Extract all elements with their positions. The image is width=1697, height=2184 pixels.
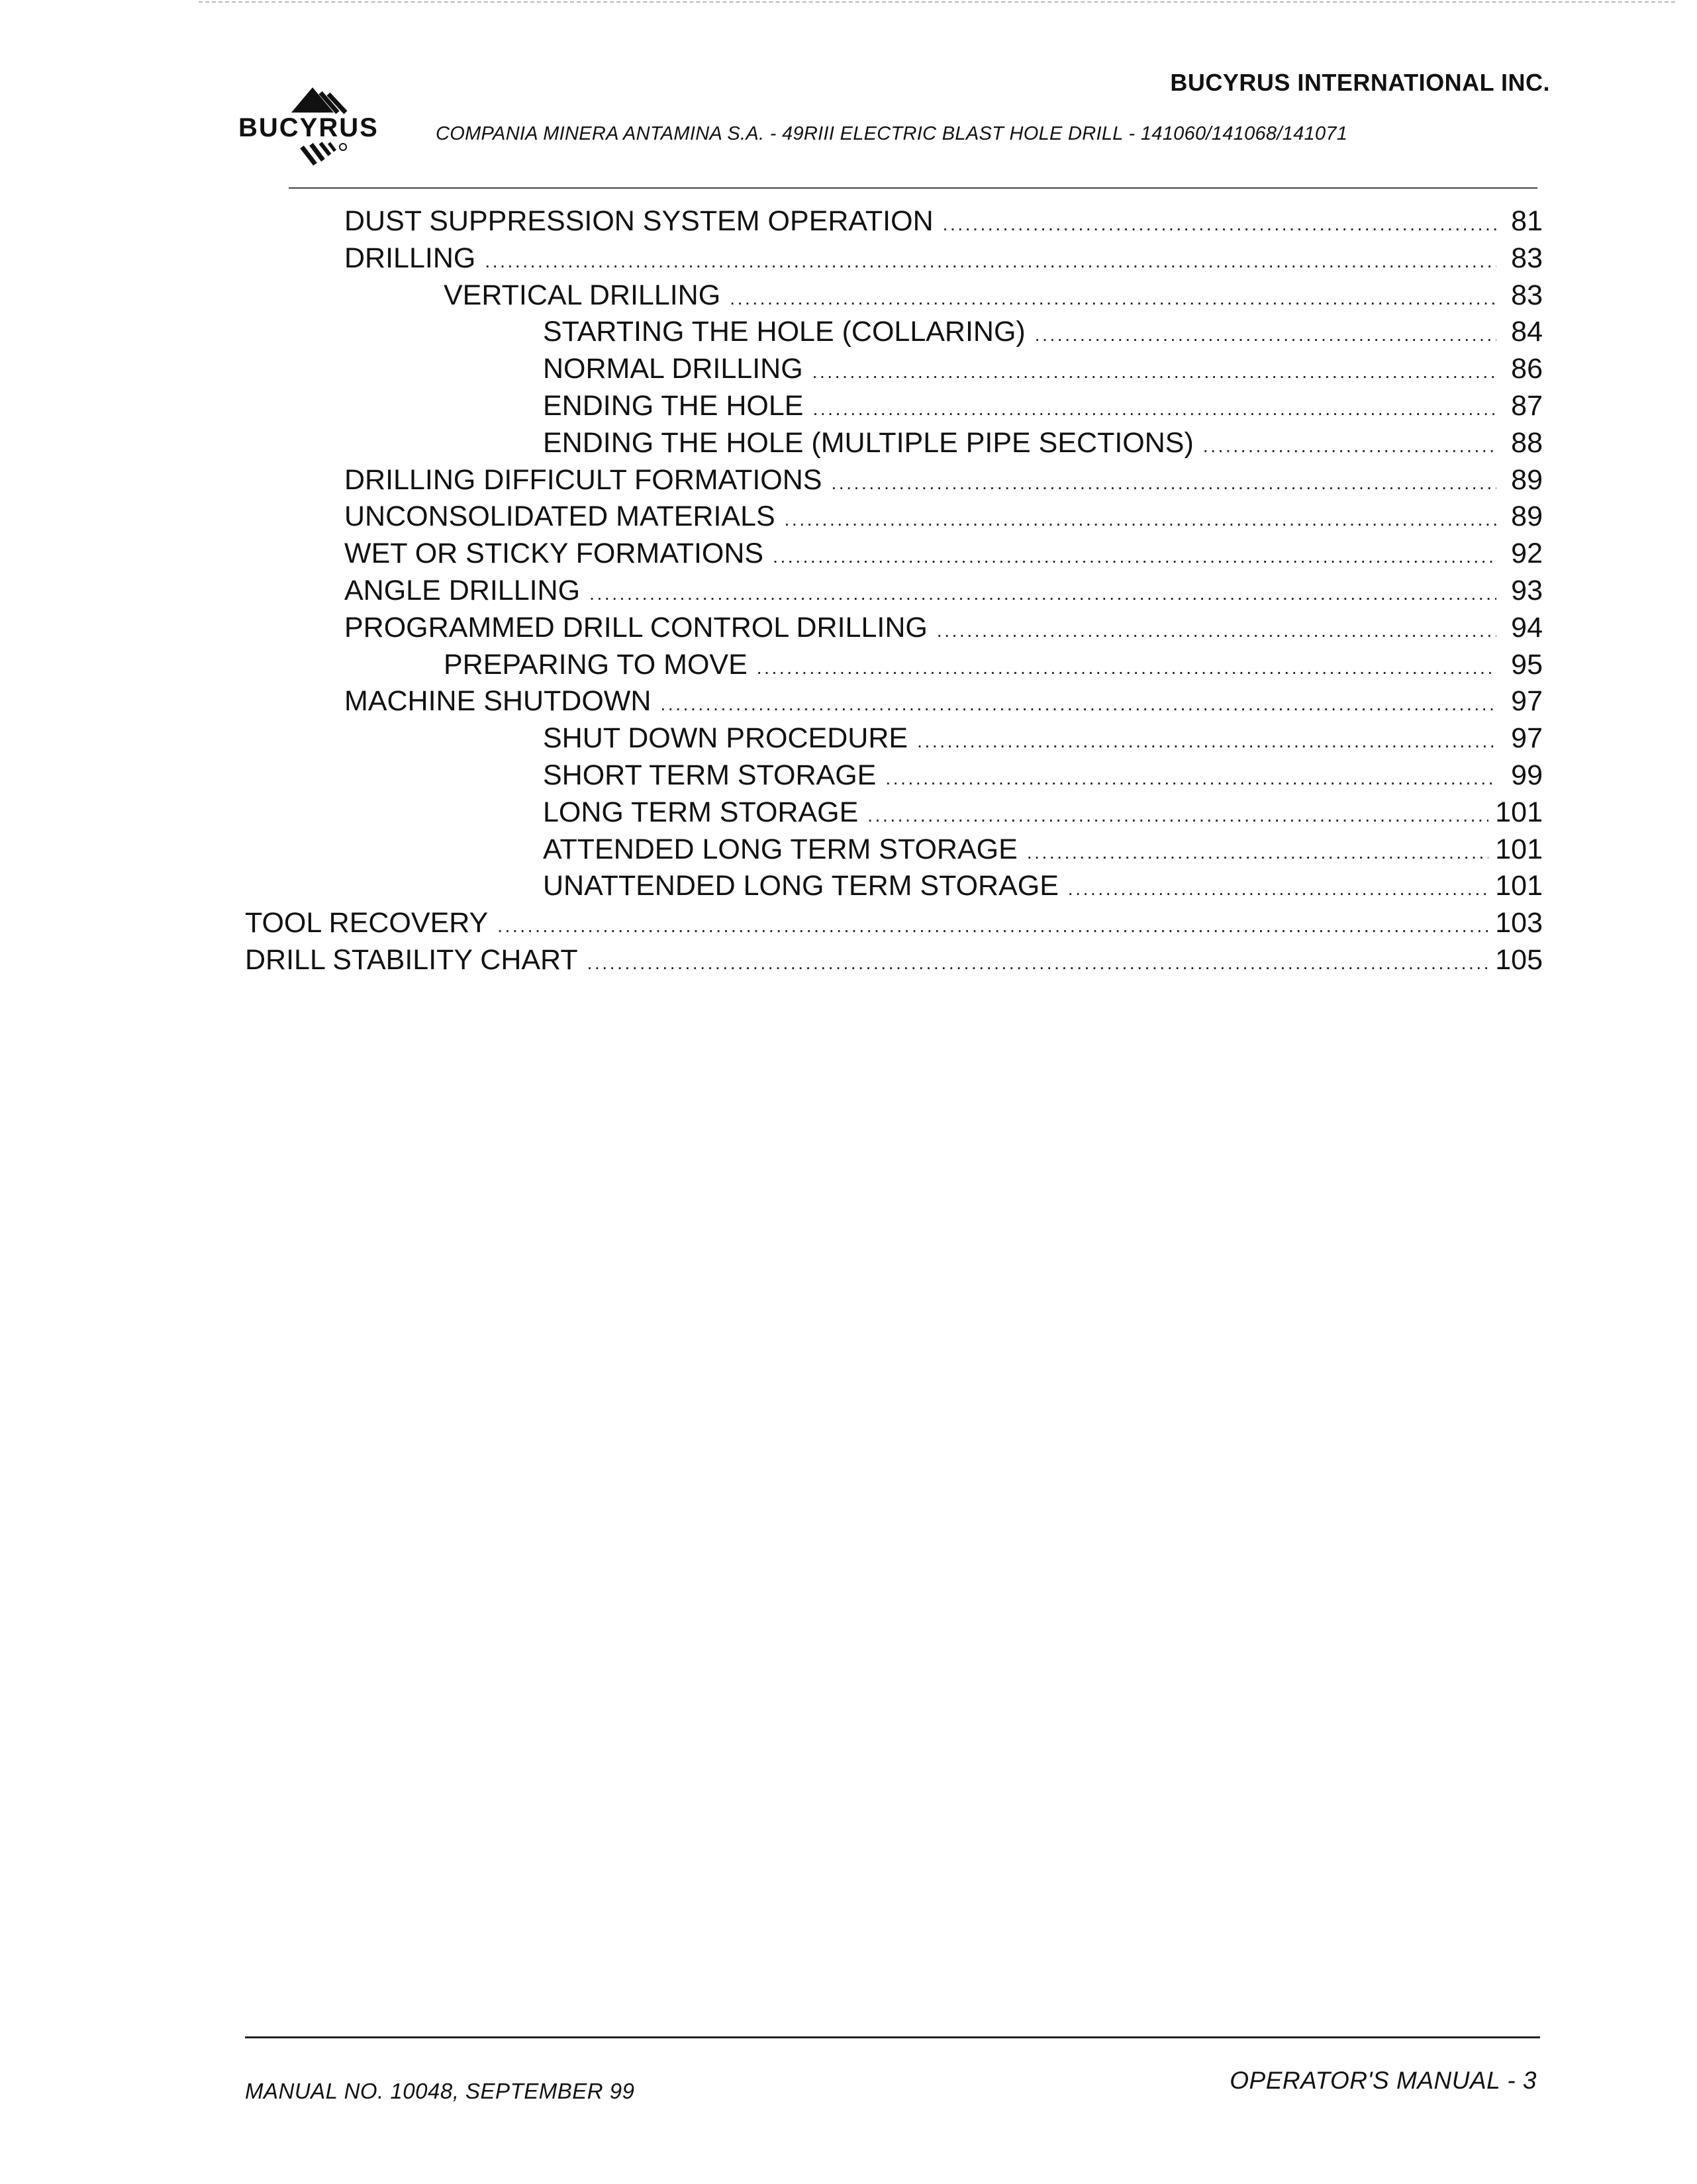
toc-entry-title: ATTENDED LONG TERM STORAGE	[543, 833, 1018, 865]
toc-entry-title: SHUT DOWN PROCEDURE	[543, 722, 908, 755]
toc-entry-title: PREPARING TO MOVE	[444, 648, 748, 681]
toc-entry-title: PROGRAMMED DRILL CONTROL DRILLING	[344, 611, 928, 643]
toc-entry-title: WET OR STICKY FORMATIONS	[344, 538, 764, 570]
footer-divider	[245, 2036, 1540, 2038]
toc-entry-title: DUST SUPPRESSION SYSTEM OPERATION	[344, 205, 934, 237]
toc-entry[interactable]	[543, 833, 1543, 871]
toc-entry[interactable]	[444, 649, 1543, 686]
toc-entry[interactable]	[444, 279, 1543, 316]
toc-entry[interactable]	[344, 500, 1543, 538]
toc-entry[interactable]	[344, 538, 1543, 575]
toc-entry-page: 94	[1511, 611, 1543, 643]
manual-number: MANUAL NO. 10048, SEPTEMBER 99	[245, 2079, 635, 2103]
toc-entry[interactable]	[245, 944, 1543, 981]
bucyrus-logo	[238, 86, 397, 179]
toc-entry-page: 97	[1511, 722, 1543, 755]
toc-entry-title: DRILLING	[344, 242, 476, 274]
toc-entry-title: SHORT TERM STORAGE	[543, 759, 877, 791]
toc-entry-title: MACHINE SHUTDOWN	[344, 685, 652, 718]
toc-entry-page: 99	[1511, 759, 1543, 791]
dot-leader	[587, 953, 1489, 974]
toc-entry[interactable]	[245, 907, 1543, 944]
dot-leader	[1068, 878, 1488, 900]
toc-entry-page: 93	[1511, 575, 1543, 606]
toc-entry[interactable]	[543, 390, 1543, 427]
toc-entry-page: 89	[1511, 463, 1543, 496]
dot-leader	[1203, 436, 1496, 457]
toc-entry[interactable]	[543, 353, 1543, 390]
toc-entry[interactable]	[543, 722, 1543, 759]
toc-entry[interactable]	[543, 427, 1543, 464]
dot-leader	[812, 361, 1496, 383]
dot-leader	[867, 805, 1488, 826]
toc-entry-page: 88	[1511, 426, 1543, 459]
toc-entry-title: ENDING THE HOLE	[543, 390, 804, 422]
toc-entry[interactable]	[344, 242, 1543, 279]
scan-artifact-line	[199, 1, 1675, 3]
toc-entry-title: ANGLE DRILLING	[344, 575, 581, 606]
dot-leader	[785, 509, 1496, 530]
toc-entry-page: 101	[1495, 796, 1543, 828]
toc-entry-page: 84	[1511, 316, 1543, 348]
dot-leader	[730, 288, 1496, 309]
dot-leader	[757, 657, 1496, 679]
document-subtitle: COMPANIA MINERA ANTAMINA S.A. - 49RIII ELECTRIC BLAST HOLE DRILL - 141060/141068/141071	[436, 123, 1348, 144]
toc-entry-title: ENDING THE HOLE (MULTIPLE PIPE SECTIONS)	[543, 426, 1194, 459]
toc-entry-page: 103	[1495, 907, 1543, 939]
toc-entry[interactable]	[543, 759, 1543, 796]
toc-entry[interactable]	[344, 205, 1543, 242]
toc-entry-title: DRILLING DIFFICULT FORMATIONS	[344, 463, 822, 496]
company-name: BUCYRUS INTERNATIONAL INC.	[1170, 69, 1550, 96]
dot-leader	[589, 583, 1496, 604]
toc-entry[interactable]	[344, 612, 1543, 649]
toc-entry[interactable]	[344, 464, 1543, 501]
dot-leader	[497, 916, 1488, 937]
toc-entry-page: 83	[1511, 242, 1543, 274]
dot-leader	[937, 620, 1496, 641]
dot-leader	[773, 546, 1496, 567]
toc-entry-page: 101	[1495, 870, 1543, 902]
toc-entry-page: 97	[1511, 685, 1543, 718]
toc-entry-page: 92	[1511, 538, 1543, 570]
dot-leader	[485, 251, 1496, 272]
toc-entry-title: UNCONSOLIDATED MATERIALS	[344, 500, 775, 533]
toc-entry[interactable]	[344, 685, 1543, 722]
toc-entry[interactable]	[543, 316, 1543, 353]
toc-entry-page: 105	[1495, 944, 1543, 976]
toc-entry-title: DRILL STABILITY CHART	[245, 944, 578, 976]
dot-leader	[1035, 324, 1496, 346]
dot-leader	[885, 768, 1496, 789]
toc-entry-title: STARTING THE HOLE (COLLARING)	[543, 316, 1026, 348]
toc-entry-page: 87	[1511, 390, 1543, 422]
toc-entry-page: 89	[1511, 500, 1543, 533]
dot-leader	[943, 214, 1496, 235]
toc-entry-title: UNATTENDED LONG TERM STORAGE	[543, 870, 1059, 902]
header-divider	[289, 187, 1537, 189]
dot-leader	[917, 731, 1496, 752]
toc-entry-page: 101	[1495, 833, 1543, 865]
dot-leader	[812, 399, 1496, 420]
page-label: OPERATOR'S MANUAL - 3	[1230, 2067, 1537, 2094]
toc-entry[interactable]	[543, 870, 1543, 907]
toc-entry[interactable]	[543, 796, 1543, 833]
toc-entry-title: VERTICAL DRILLING	[444, 279, 721, 311]
toc-entry[interactable]	[344, 575, 1543, 612]
toc-entry-title: TOOL RECOVERY	[245, 907, 489, 939]
dot-leader	[660, 694, 1496, 715]
svg-text:BUCYRUS: BUCYRUS	[238, 113, 379, 142]
toc-entry-title: NORMAL DRILLING	[543, 353, 803, 385]
dot-leader	[832, 473, 1497, 494]
toc-entry-title: LONG TERM STORAGE	[543, 796, 859, 828]
dot-leader	[1027, 842, 1488, 863]
toc-entry-page: 83	[1511, 279, 1543, 311]
toc-entry-page: 86	[1511, 353, 1543, 385]
toc-entry-page: 81	[1511, 205, 1543, 237]
toc-entry-page: 95	[1511, 648, 1543, 681]
